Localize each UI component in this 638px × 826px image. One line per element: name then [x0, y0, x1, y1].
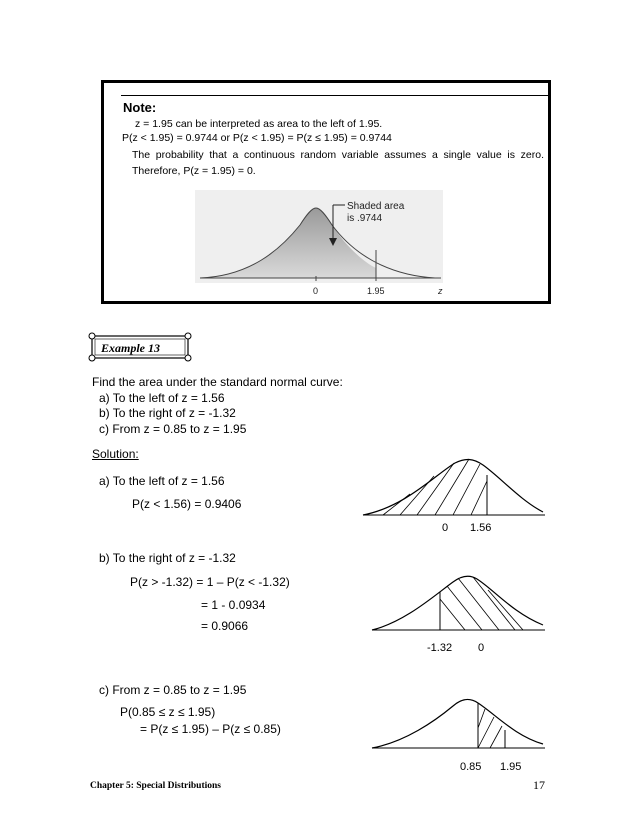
solution-b-figure [365, 567, 555, 655]
axis-label-z: z [438, 286, 443, 296]
solution-c-figure [365, 686, 555, 776]
example-intro: Find the area under the standard normal curve: [92, 375, 343, 389]
tick-label-1.95: 1.95 [367, 286, 385, 296]
note-divider [121, 95, 551, 96]
footer-chapter: Chapter 5: Special Distributions [90, 781, 221, 791]
footer-page-number: 17 [533, 778, 545, 792]
tick-label-1.95: 1.95 [500, 761, 522, 773]
example-label: Example 13 [101, 341, 160, 355]
hatch-lines [478, 709, 502, 748]
example-item-c: c) From z = 0.85 to z = 1.95 [99, 422, 247, 436]
tick-label-0: 0 [313, 286, 319, 296]
normal-curve [363, 459, 543, 515]
note-line-2: P(z < 1.95) = 0.9744 or P(z < 1.95) = P(z ≤ 1.95) = 0.9744 [122, 132, 392, 144]
callout-value: is .9744 [347, 213, 383, 224]
tick-label-0: 0 [478, 642, 485, 654]
callout-text: Shaded area [347, 201, 405, 212]
solution-a-figure [355, 455, 555, 537]
solution-a-label: a) To the left of z = 1.56 [99, 474, 225, 488]
tick-label-1.56: 1.56 [470, 522, 492, 534]
solution-a-equation: P(z < 1.56) = 0.9406 [132, 497, 242, 511]
solution-b-equation-3: = 0.9066 [201, 619, 249, 633]
solution-b-equation-2: = 1 - 0.0934 [201, 598, 266, 612]
solution-c-label: c) From z = 0.85 to z = 1.95 [99, 683, 247, 697]
example-item-b: b) To the right of z = -1.32 [99, 406, 236, 420]
solution-b-label: b) To the right of z = -1.32 [99, 551, 236, 565]
normal-curve [372, 576, 543, 630]
example-banner [88, 332, 186, 358]
note-normal-curve-figure [195, 190, 455, 300]
note-title: Note: [123, 100, 157, 115]
solution-c-equation-1: P(0.85 ≤ z ≤ 1.95) [120, 705, 216, 719]
solution-b-equation-1: P(z > -1.32) = 1 – P(z < -1.32) [130, 575, 290, 589]
normal-curve [372, 699, 543, 748]
solution-c-equation-2: = P(z ≤ 1.95) – P(z ≤ 0.85) [140, 722, 281, 736]
tick-label-0.85: 0.85 [460, 761, 482, 773]
note-line-3: The probability that a continuous random variable assumes a single value is zero. Therefore, P(z = 1.95) = 0. [132, 149, 544, 177]
solution-heading: Solution: [92, 447, 139, 461]
example-item-a: a) To the left of z = 1.56 [99, 391, 225, 405]
hatch-lines [440, 577, 523, 630]
tick-label-0: 0 [442, 522, 449, 534]
hatch-lines [383, 459, 487, 515]
tick-label-neg-1.32: -1.32 [427, 642, 453, 654]
note-line-1: z = 1.95 can be interpreted as area to the left of 1.95. [135, 118, 383, 130]
